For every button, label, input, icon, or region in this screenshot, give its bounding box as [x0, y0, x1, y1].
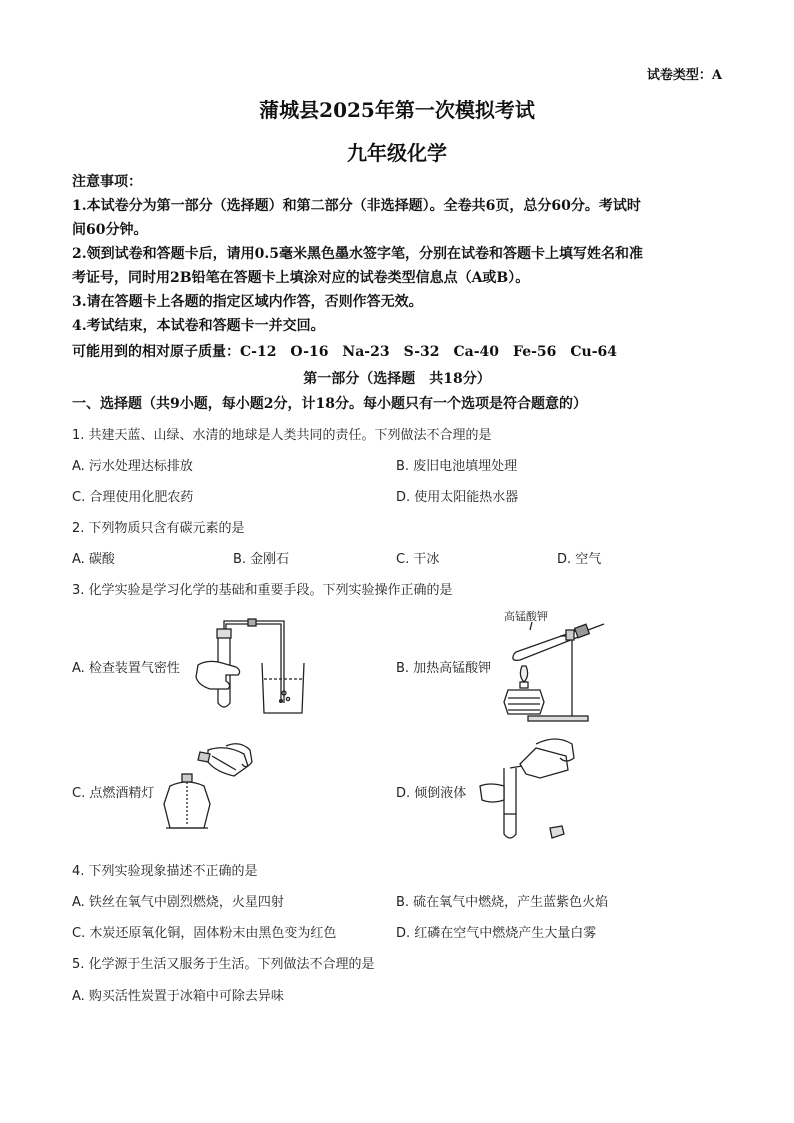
- part-one-title: 第一部分（选择题 共18分）: [303, 371, 491, 387]
- notice-item-1-line-1: 1.本试卷分为第一部分（选择题）和第二部分（非选择题）。全卷共6页，总分60分。考试时: [72, 198, 641, 214]
- question-4-stem: 4. 下列实验现象描述不正确的是: [72, 864, 258, 879]
- question-2-option-d: D. 空气: [557, 552, 602, 567]
- question-3-option-c: C. 点燃酒精灯: [72, 786, 155, 801]
- airtightness-check-figure: [188, 615, 308, 715]
- notice-item-2-line-2: 考证号，同时用2B铅笔在答题卡上填涂对应的试卷类型信息点（A或B）。: [72, 270, 530, 286]
- question-5-stem: 5. 化学源于生活又服务于生活。下列做法不合理的是: [72, 957, 375, 972]
- question-2-option-c: C. 干冰: [396, 552, 440, 567]
- question-4-option-d: D. 红磷在空气中燃烧产生大量白雾: [396, 926, 597, 941]
- question-3-option-a: A. 检查装置气密性: [72, 661, 180, 676]
- atomic-masses: 可能用到的相对原子质量：C-12 O-16 Na-23 S-32 Ca-40 Fe-56 Cu-64: [72, 344, 618, 360]
- question-2-stem: 2. 下列物质只含有碳元素的是: [72, 521, 245, 536]
- question-4-option-b: B. 硫在氧气中燃烧，产生蓝紫色火焰: [396, 895, 609, 910]
- notice-item-3: 3.请在答题卡上各题的指定区域内作答，否则作答无效。: [72, 294, 423, 310]
- notice-item-1-line-2: 间60分钟。: [72, 222, 148, 238]
- heating-kmno4-figure: [492, 606, 612, 724]
- question-1-option-b: B. 废旧电池填埋处理: [396, 459, 518, 474]
- question-3-stem: 3. 化学实验是学习化学的基础和重要手段。下列实验操作正确的是: [72, 583, 453, 598]
- question-5-option-a: A. 购买活性炭置于冰箱中可除去异味: [72, 989, 284, 1004]
- pouring-liquid-figure: [470, 734, 582, 846]
- notice-item-2-line-1: 2.领到试卷和答题卡后，请用0.5毫米黑色墨水签字笔，分别在试卷和答题卡上填写姓名和准: [72, 246, 643, 262]
- question-4-option-c: C. 木炭还原氧化铜，固体粉末由黑色变为红色: [72, 926, 337, 941]
- question-1-option-d: D. 使用太阳能热水器: [396, 490, 519, 505]
- question-3-option-d: D. 倾倒液体: [396, 786, 467, 801]
- question-3-option-b: B. 加热高锰酸钾: [396, 661, 492, 676]
- question-2-option-b: B. 金刚石: [233, 552, 290, 567]
- lighting-alcohol-lamp-figure: [156, 742, 256, 836]
- notice-item-4: 4.考试结束，本试卷和答题卡一并交回。: [72, 318, 325, 334]
- section-one-title: 一、选择题（共9小题，每小题2分，计18分。每小题只有一个选项是符合题意的）: [72, 396, 587, 412]
- exam-title: 蒲城县2025年第一次模拟考试: [259, 98, 535, 122]
- question-1-stem: 1. 共建天蓝、山绿、水清的地球是人类共同的责任。下列做法不合理的是: [72, 428, 492, 443]
- question-2-option-a: A. 碳酸: [72, 552, 115, 567]
- question-1-option-a: A. 污水处理达标排放: [72, 459, 193, 474]
- question-1-option-c: C. 合理使用化肥农药: [72, 490, 194, 505]
- figure-label-kmno4: 高锰酸钾: [504, 610, 548, 623]
- paper-type-label: 试卷类型：A: [646, 68, 722, 83]
- notice-heading: 注意事项：: [72, 174, 142, 190]
- exam-subtitle: 九年级化学: [347, 141, 447, 165]
- question-4-option-a: A. 铁丝在氧气中剧烈燃烧，火星四射: [72, 895, 284, 910]
